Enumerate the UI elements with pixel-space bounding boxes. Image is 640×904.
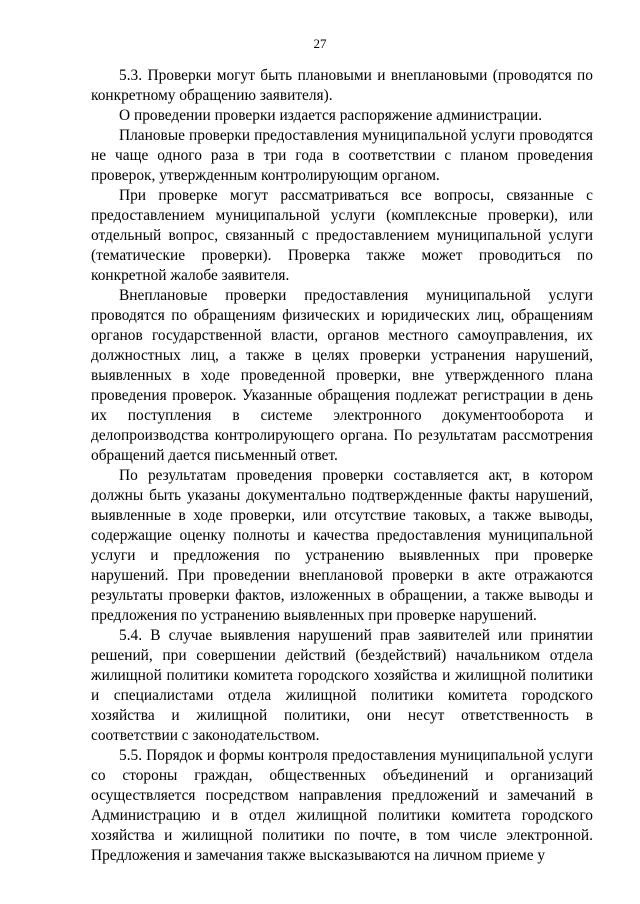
paragraph-check-results: По результатам проведения проверки составляется акт, в котором должны быть указаны документально подтвержденные факты нарушений, выявленные в ходе проверки, или отсутствие таковых, а также выводы, содержащие оценку полноты и качества предоставления муниципальной услуги и предложения по устранению выявленных при проверке нарушений. При проведении внеплановой проверки в акте отражаются результаты проверки фактов, изложенных в обращении, а также выводы и предложения по устранению выявленных при проверке нарушений. bbox=[91, 467, 593, 624]
document-body bbox=[91, 66, 593, 866]
paragraph-5-5: 5.5. Порядок и формы контроля предоставления муниципальной услуги со стороны граждан, общественных объединений и организаций осуществляется посредством направления предложений и замечаний в Администрацию и в отдел жилищной политики комитета городского хозяйства и жилищной политики по почте, в том числе электронной. Предложения и замечания также высказываются на личном приеме у bbox=[91, 747, 593, 864]
paragraph-5-4: 5.4. В случае выявления нарушений прав заявителей или принятии решений, при совершении действий (бездействий) начальником отдела жилищной политики комитета городского хозяйства и жилищной политики и специалистами отдела жилищной политики комитета городского хозяйства и жилищной политики, они несут ответственность в соответствии с законодательством. bbox=[91, 627, 593, 744]
paragraph-5-3: 5.3. Проверки могут быть плановыми и внеплановыми (проводятся по конкретному обращению заявителя). bbox=[91, 67, 593, 104]
paragraph-unplanned-checks: Внеплановые проверки предоставления муниципальной услуги проводятся по обращениям физических и юридических лиц, обращениям органов государственной власти, органов местного самоуправления, их должностных лиц, а также в целях проверки устранения нарушений, выявленных в ходе проведенной проверки, вне утвержденного плана проведения проверок. Указанные обращения подлежат регистрации в день их поступления в системе электронного документооборота и делопроизводства контролирующего органа. По результатам рассмотрения обращений дается письменный ответ. bbox=[91, 287, 593, 464]
page-number: 27 bbox=[313, 36, 327, 51]
paragraph-order-issued: О проведении проверки издается распоряжение администрации. bbox=[119, 107, 543, 124]
paragraph-planned-checks: Плановые проверки предоставления муниципальной услуги проводятся не чаще одного раза в три года в соответствии с планом проведения проверок, утвержденным контролирующим органом. bbox=[91, 127, 593, 184]
paragraph-check-scope: При проверке могут рассматриваться все вопросы, связанные с предоставлением муниципальной услуги (комплексные проверки), или отдельный вопрос, связанный с предоставлением муниципальной услуги (тематические проверки). Проверка также может проводиться по конкретной жалобе заявителя. bbox=[91, 187, 593, 284]
